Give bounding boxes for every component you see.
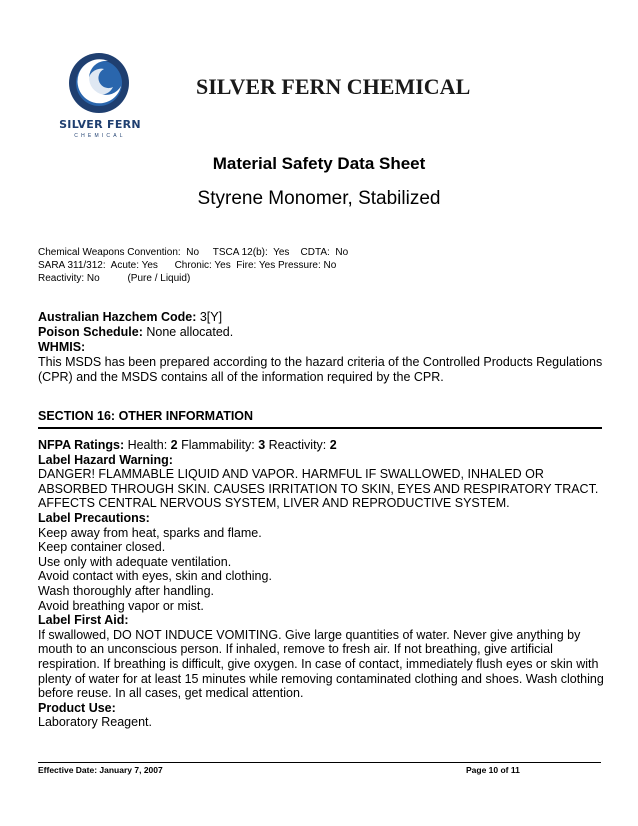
section-divider	[38, 427, 602, 429]
effective-date: Effective Date: January 7, 2007	[38, 765, 163, 775]
logo-wordmark: SILVER FERN	[59, 118, 141, 131]
precaution-item: Keep away from heat, sparks and flame.	[38, 525, 262, 540]
footer-divider	[38, 762, 601, 763]
precaution-item: Wash thoroughly after handling.	[38, 583, 215, 598]
page-number: Page 10 of 11	[466, 765, 520, 775]
poison-schedule: Poison Schedule: None allocated.	[38, 325, 234, 339]
company-name: SILVER FERN CHEMICAL	[196, 74, 471, 99]
product-name: Styrene Monomer, Stabilized	[197, 188, 441, 209]
regulatory-line: SARA 311/312: Acute: Yes Chronic: Yes Fire: Yes Pressure: No	[38, 260, 337, 271]
whmis-text: This MSDS has been prepared according to the hazard criteria of the Controlled Products Regulations (CPR) and the MSDS contains all of the information required by the CPR.	[38, 355, 603, 384]
company-logo	[54, 52, 146, 142]
regulatory-line: Chemical Weapons Convention: No TSCA 12(b): Yes CDTA: No	[38, 247, 349, 258]
nfpa-ratings: NFPA Ratings: Health: 2 Flammability: 3 Reactivity: 2	[38, 438, 337, 452]
fern-swirl-icon	[68, 52, 130, 114]
hazard-warning-text: DANGER! FLAMMABLE LIQUID AND VAPOR. HARMFUL IF SWALLOWED, INHALED OR ABSORBED THROUGH SKIN. CAUSES IRRITATION TO SKIN, EYES AND RESPIRATORY TRACT. AFFECTS CENTRAL NERVOUS SYSTEM, LIVER AND REPRODUCTIVE SYSTEM.	[38, 467, 599, 511]
regulatory-line: Reactivity: No (Pure / Liquid)	[38, 273, 191, 284]
precaution-item: Avoid contact with eyes, skin and clothing.	[38, 569, 272, 584]
precautions-label: Label Precautions:	[38, 510, 150, 525]
document-title: Material Safety Data Sheet	[212, 154, 426, 173]
regulatory-info	[38, 246, 348, 285]
hazchem-block	[38, 310, 603, 385]
product-use-text: Laboratory Reagent.	[38, 715, 152, 730]
hazchem-code: Australian Hazchem Code: 3[Y]	[38, 310, 223, 324]
precaution-item: Keep container closed.	[38, 540, 166, 555]
first-aid-label: Label First Aid:	[38, 613, 129, 628]
precaution-item: Avoid breathing vapor or mist.	[38, 598, 204, 613]
whmis-label: WHMIS:	[38, 340, 86, 354]
precaution-item: Use only with adequate ventilation.	[38, 554, 232, 569]
section-title: SECTION 16: OTHER INFORMATION	[38, 409, 254, 423]
hazard-warning-label: Label Hazard Warning:	[38, 452, 173, 467]
product-use-label: Product Use:	[38, 700, 116, 715]
logo-subtitle: CHEMICAL	[74, 133, 126, 139]
section-body	[38, 438, 604, 730]
first-aid-text: If swallowed, DO NOT INDUCE VOMITING. Give large quantities of water. Never give anything by mouth to an unconscious person. If inhaled, remove to fresh air. If not breathing, give artificial respiration. If breathing is difficult, give oxygen. In case of contact, immediately flush eyes or skin with plenty of water for at least 15 minutes while removing contaminated clothing and shoes. Wash clothing before reuse. In all cases, get medical attention.	[38, 627, 604, 701]
